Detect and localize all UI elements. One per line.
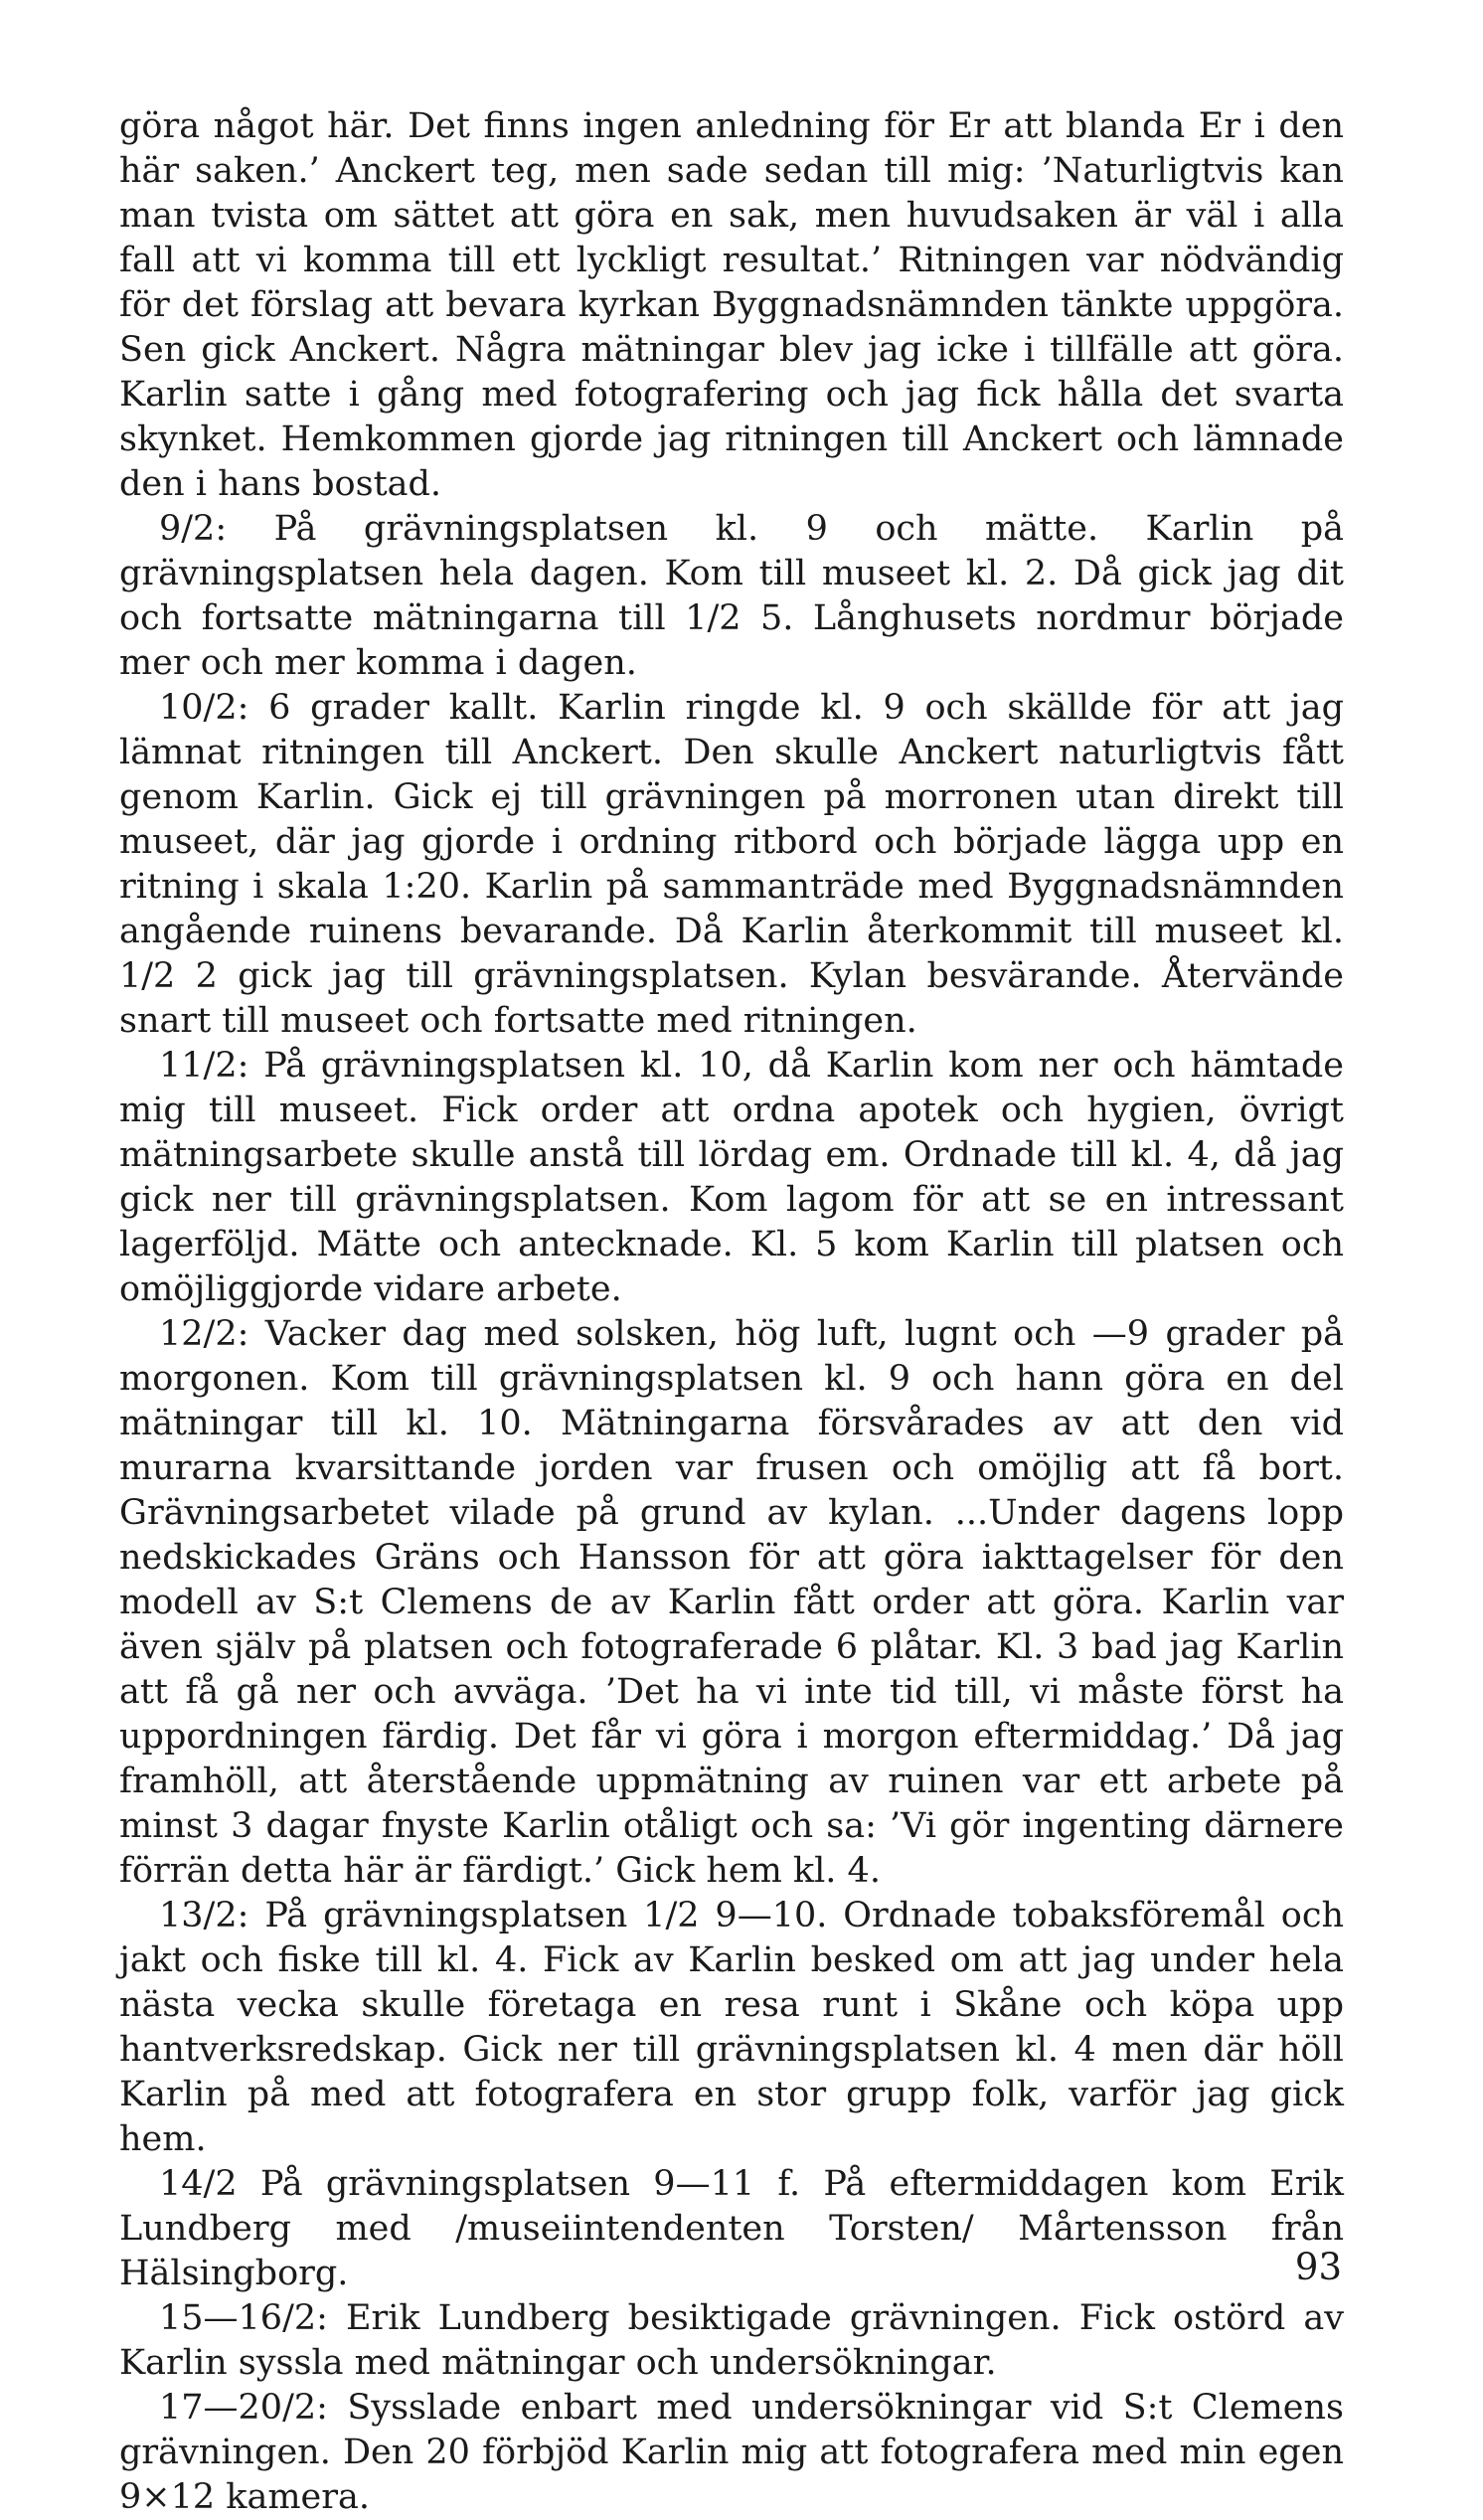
diary-entry-11-2: 11/2: På grävningsplatsen kl. 10, då Karlin kom ner och hämtade mig till museet. Fick order att ordna apotek och hygien, övrigt mätningsarbete skulle anstå till lördag em. Ordnade till kl. 4, då jag gick ner till grävningsplatsen. Kom lagom för att se en intressant lagerföljd. Mätte och antecknade. Kl. 5 kom Karlin till platsen och omöjliggjorde vidare arbete. [119, 1046, 1344, 1309]
diary-entry-14-2: 14/2 På grävningsplatsen 9—11 f. På eftermiddagen kom Erik Lundberg med /museiintendenten Torsten/ Mårtensson från Hälsingborg. [119, 2164, 1344, 2293]
diary-entry-10-2: 10/2: 6 grader kallt. Karlin ringde kl. 9 och skällde för att jag lämnat ritningen till Anckert. Den skulle Anckert naturligtvis fått genom Karlin. Gick ej till grävningen på morronen utan direkt till museet, där jag gjorde i ordning ritbord och började lägga upp en ritning i skala 1:20. Karlin på sammanträde med Byggnadsnämnden angående ruinens bevarande. Då Karlin återkommit till museet kl. 1/2 2 gick jag till grävningsplatsen. Kylan besvärande. Återvände snart till museet och fortsatte med ritningen. [119, 688, 1344, 1041]
diary-entry-9-2: 9/2: På grävningsplatsen kl. 9 och mätte. Karlin på grävningsplatsen hela dagen. Kom till museet kl. 2. Då gick jag dit och fortsatte mätningarna till 1/2 5. Långhusets nordmur började mer och mer komma i dagen. [119, 509, 1344, 683]
diary-entry-13-2: 13/2: På grävningsplatsen 1/2 9—10. Ordnade tobaksföremål och jakt och fiske till kl. 4. Fick av Karlin besked om att jag under hela nästa vecka skulle företaga en resa runt i Skåne och köpa upp hantverksredskap. Gick ner till grävningsplatsen kl. 4 men där höll Karlin på med att fotografera en stor grupp folk, varför jag gick hem. [119, 1896, 1344, 2159]
diary-entry-12-2: 12/2: Vacker dag med solsken, hög luft, lugnt och —9 grader på morgonen. Kom till grävningsplatsen kl. 9 och hann göra en del mätningar till kl. 10. Mätningarna försvårades av att den vid murarna kvarsittande jorden var frusen och omöjlig att få bort. Grävningsarbetet vilade på grund av kylan. ...Under dagens lopp nedskickades Gräns och Hansson för att göra iakttagelser för den modell av S:t Clemens de av Karlin fått order att göra. Karlin var även själv på platsen och fotograferade 6 plåtar. Kl. 3 bad jag Karlin att få gå ner och avväga. ’Det ha vi inte tid till, vi måste först ha uppordningen färdig. Det får vi göra i morgon eftermiddag.’ Då jag framhöll, att återstående uppmätning av ruinen var ett arbete på minst 3 dagar fnyste Karlin otåligt och sa: ’Vi gör ingenting därnere förrän detta här är färdigt.’ Gick hem kl. 4. [119, 1314, 1344, 1891]
page-number: 93 [1294, 2246, 1342, 2288]
page-body [119, 104, 1344, 2520]
diary-entry-17-20-2: 17—20/2: Sysslade enbart med undersökningar vid S:t Clemens grävningen. Den 20 förbjöd Karlin mig att fotografera med min egen 9×12 kamera. [119, 2388, 1344, 2517]
diary-entry-15-16-2: 15—16/2: Erik Lundberg besiktigade grävningen. Fick ostörd av Karlin syssla med mätningar och undersökningar. [119, 2298, 1344, 2383]
paragraph-continuation: göra något här. Det finns ingen anledning för Er att blanda Er i den här saken.’ Anckert teg, men sade sedan till mig: ’Naturligtvis kan man tvista om sättet att göra en sak, men huvudsaken är väl i alla fall att vi komma till ett lyckligt resultat.’ Ritningen var nödvändig för det förslag att bevara kyrkan Byggnadsnämnden tänkte uppgöra. Sen gick Anckert. Några mätningar blev jag icke i tillfälle att göra. Karlin satte i gång med fotografering och jag fick hålla det svarta skynket. Hemkommen gjorde jag ritningen till Anckert och lämnade den i hans bostad. [119, 106, 1344, 504]
